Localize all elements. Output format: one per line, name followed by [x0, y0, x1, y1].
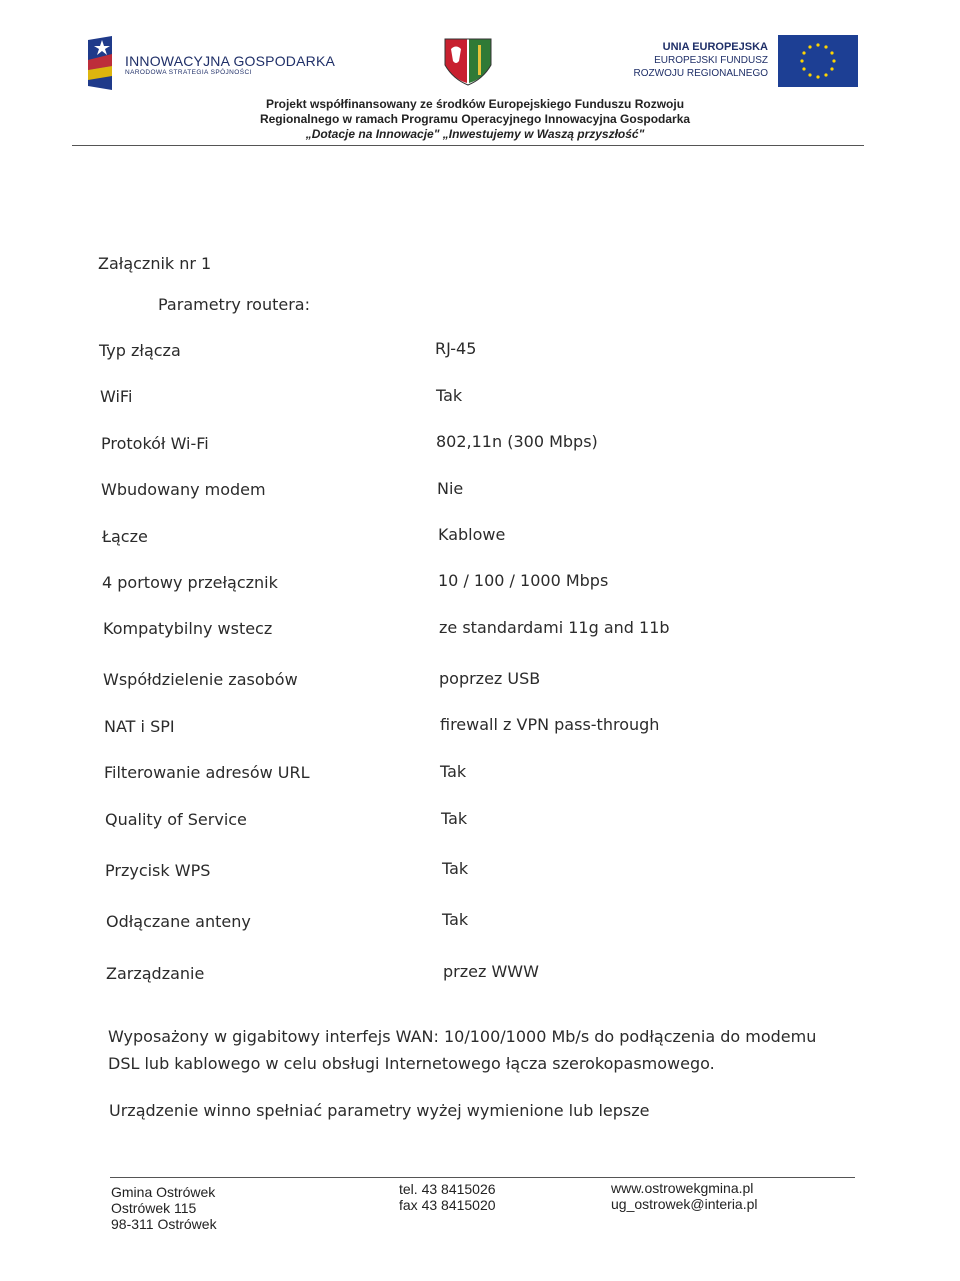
project-line-1: Projekt współfinansowany ze środków Europejskiego Funduszu Rozwoju: [265, 97, 685, 111]
param-value: Tak: [442, 859, 469, 878]
project-line-3: „Dotacje na Innowacje" „Inwestujemy w Waszą przyszłość": [305, 127, 645, 141]
project-statement: [72, 97, 878, 142]
footer-address-line-3: 98-311 Ostrówek: [111, 1216, 217, 1232]
eu-text-block: [634, 41, 768, 80]
param-value: ze standardami 11g and 11b: [439, 618, 670, 637]
footer-tel: tel. 43 8415026: [399, 1181, 496, 1197]
params-title: Parametry routera:: [158, 295, 310, 314]
param-value: przez WWW: [443, 962, 539, 981]
header-divider: [72, 145, 864, 146]
ig-title: INNOWACYJNA GOSPODARKA: [125, 53, 336, 69]
eu-line-1: UNIA EUROPEJSKA: [662, 41, 768, 53]
param-label: Odłączane anteny: [106, 912, 251, 931]
param-value: Kablowe: [438, 525, 506, 544]
wan-paragraph-line-1: Wyposażony w gigabitowy interfejs WAN: 10/100/1000 Mb/s do podłączenia do modemu: [108, 1027, 817, 1046]
param-label: Współdzielenie zasobów: [103, 670, 298, 689]
param-value: RJ-45: [435, 339, 477, 358]
footer-divider: [110, 1177, 855, 1178]
param-label: WiFi: [100, 387, 133, 406]
param-value: firewall z VPN pass-through: [440, 715, 660, 734]
param-value: Nie: [437, 479, 464, 498]
footer-address: [111, 1184, 217, 1232]
param-label: Typ złącza: [99, 341, 181, 360]
eu-line-3: ROZWOJU REGIONALNEGO: [633, 68, 768, 79]
param-value: poprzez USB: [439, 669, 541, 688]
footer-phones: [399, 1181, 496, 1213]
eu-line-2: EUROPEJSKI FUNDUSZ: [654, 55, 768, 66]
footer-fax: fax 43 8415020: [399, 1197, 496, 1213]
ig-subtitle: NARODOWA STRATEGIA SPÓJNOŚCI: [125, 69, 252, 76]
footer-www: www.ostrowekgmina.pl: [611, 1180, 754, 1196]
footer-address-line-1: Gmina Ostrówek: [111, 1184, 216, 1200]
param-label: 4 portowy przełącznik: [102, 573, 278, 592]
footer-contacts: [611, 1180, 758, 1212]
param-value: Tak: [442, 910, 469, 929]
footer-email: ug_ostrowek@interia.pl: [611, 1196, 758, 1212]
wan-paragraph: [108, 1023, 816, 1077]
param-value: Tak: [440, 762, 467, 781]
footer-address-line-2: Ostrówek 115: [111, 1200, 197, 1216]
param-label: Kompatybilny wstecz: [103, 619, 273, 638]
wan-paragraph-line-2: DSL lub kablowego w celu obsługi Internetowego łącza szerokopasmowego.: [108, 1054, 715, 1073]
innowacyjna-gospodarka-logo-icon: [84, 36, 114, 90]
project-line-2: Regionalnego w ramach Programu Operacyjnego Innowacyjna Gospodarka: [259, 112, 691, 126]
eu-flag-icon: [778, 35, 858, 87]
requirement-paragraph: Urządzenie winno spełniać parametry wyżej wymienione lub lepsze: [109, 1101, 650, 1120]
param-label: Protokół Wi-Fi: [101, 434, 209, 453]
param-value: Tak: [441, 809, 468, 828]
param-value: 10 / 100 / 1000 Mbps: [438, 571, 609, 590]
param-label: Łącze: [102, 527, 148, 546]
gmina-crest-icon: [443, 35, 493, 87]
param-value: 802,11n (300 Mbps): [436, 432, 598, 451]
param-label: Zarządzanie: [106, 964, 205, 983]
param-label: NAT i SPI: [104, 717, 175, 736]
attachment-number: Załącznik nr 1: [98, 254, 212, 273]
param-label: Wbudowany modem: [101, 480, 266, 499]
param-label: Filterowanie adresów URL: [104, 763, 310, 782]
param-value: Tak: [436, 386, 463, 405]
param-label: Quality of Service: [105, 810, 247, 829]
param-label: Przycisk WPS: [105, 861, 211, 880]
